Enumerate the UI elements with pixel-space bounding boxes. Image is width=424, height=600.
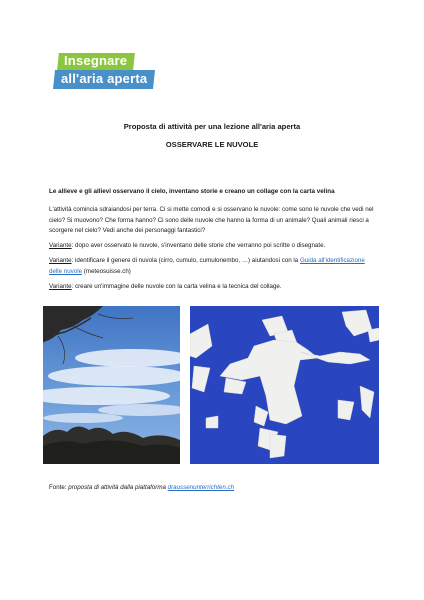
cloud-guide-link[interactable]: Guida all'identificazione delle nuvole	[49, 257, 365, 275]
variant-text: : dopo aver osservato le nuvole, s'inventano delle storie che verranno poi scritte o disegnate.	[71, 242, 326, 250]
variant-text: : creare un'immagine delle nuvole con la carta velina e la tecnica del collage.	[71, 282, 282, 290]
lead-paragraph: Le allieve e gli allievi osservano il cielo, inventano storie e creano un collage con la carta velina	[49, 188, 335, 195]
source-prefix: Fonte:	[49, 484, 69, 491]
source-text: proposta di attività dalla piattaforma	[68, 484, 168, 491]
collage-photo	[190, 306, 379, 464]
variant-label: Variante	[49, 282, 72, 290]
document-subtitle: Proposta di attività per una lezione all'aria aperta	[123, 122, 301, 131]
variant-3	[49, 282, 375, 293]
variant-text: (meteosuisse.ch)	[82, 267, 131, 275]
variant-2	[49, 256, 375, 277]
activity-text	[49, 205, 375, 297]
variant-label: Variante	[49, 242, 72, 250]
sky-photo	[43, 306, 180, 464]
source-link[interactable]: draussenunterrichten.ch	[167, 484, 235, 491]
intro-paragraph: L'attività comincia sdraiandosi per terra. Ci si mette comodi e si osservano le nuvole: come sono le nuvole che vedi nel cielo? Si muovono? Che forma hanno? Ci sono delle nuvole che hanno la forma di un animale? Quali animali riesci a scorgere nel cielo? Vedi anche dei personaggi fantastici?	[49, 206, 374, 234]
logo-line-1: Insegnare	[64, 53, 128, 68]
variant-text: : identificare il genere di nuvola (cirro, cumulo, cumulonembo, …) aiutandosi con la	[71, 257, 300, 265]
logo-line-2: all'aria aperta	[61, 71, 148, 86]
variant-label: Variante	[49, 257, 72, 265]
logo	[52, 50, 156, 92]
document-title: OSSERVARE LE NUVOLE	[165, 140, 259, 149]
source-line	[49, 484, 234, 491]
variant-1	[49, 241, 375, 252]
